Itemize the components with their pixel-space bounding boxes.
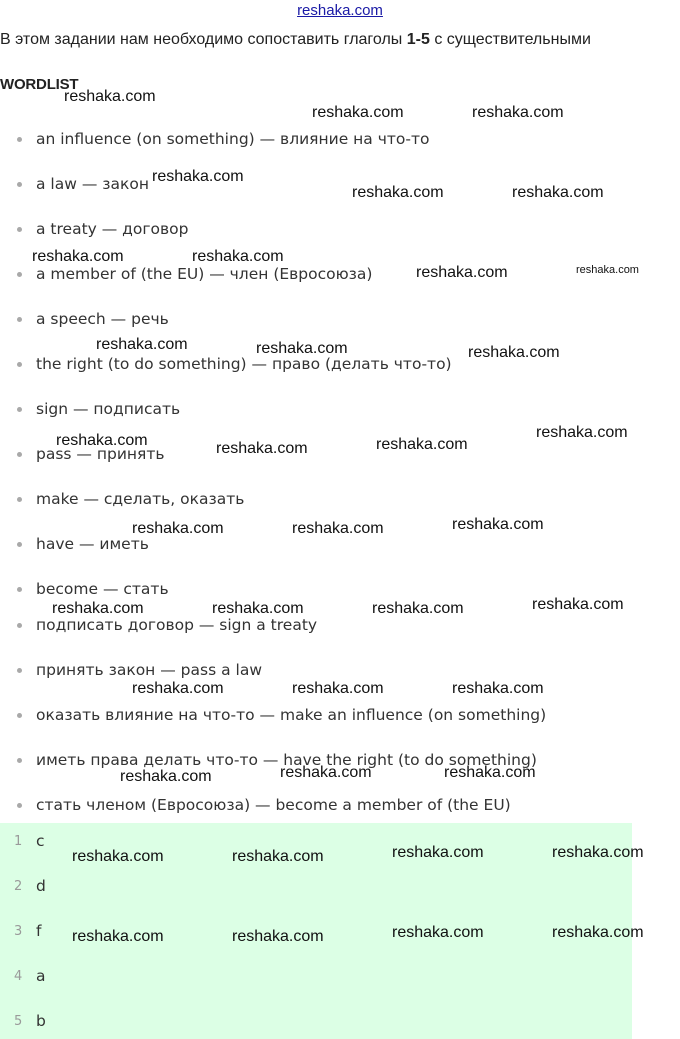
watermark: reshaka.com [292,520,384,537]
watermark: reshaka.com [452,516,544,533]
watermark: reshaka.com [256,340,348,357]
list-item [0,704,660,728]
watermark: reshaka.com [468,344,560,361]
answer-letter: d [36,877,46,895]
watermark: reshaka.com [576,264,639,276]
list-item [0,128,660,152]
watermark: reshaka.com [64,88,156,105]
bullet-icon [17,713,22,718]
watermark: reshaka.com [552,844,644,861]
list-item-text: a speech — речь [36,310,169,328]
bullet-icon [17,362,22,367]
intro-text-end: с существительными [429,31,591,48]
watermark: reshaka.com [280,764,372,781]
answer-letter: a [36,967,46,985]
answer-number: 2 [14,879,23,894]
watermark: reshaka.com [392,844,484,861]
bullet-icon [17,587,22,592]
watermark: reshaka.com [232,928,324,945]
answer-letter: b [36,1012,46,1030]
bullet-icon [17,542,22,547]
list-item-text: have — иметь [36,535,149,553]
list-item-text: стать членом (Евросоюза) — become a member of (the EU) [36,796,511,814]
answer-row [0,965,632,989]
bullet-icon [17,623,22,628]
watermark: reshaka.com [216,440,308,457]
watermark: reshaka.com [312,104,404,121]
watermark: reshaka.com [232,848,324,865]
watermark: reshaka.com [72,928,164,945]
list-item-text: иметь права делать что-то — have the right (to do something) [36,751,537,769]
bullet-icon [17,452,22,457]
watermark: reshaka.com [32,248,124,265]
intro-numbers: 1-5 [406,31,430,48]
list-item-text: a law — закон [36,175,149,193]
watermark: reshaka.com [372,600,464,617]
list-item-text: оказать влияние на что-то — make an influence (on something) [36,706,547,724]
bullet-icon [17,272,22,277]
list-item-text: pass — принять [36,445,165,463]
watermark: reshaka.com [452,680,544,697]
watermark: reshaka.com [152,168,244,185]
watermark: reshaka.com [444,764,536,781]
answer-letter: c [36,832,45,850]
bullet-icon [17,497,22,502]
bullet-icon [17,227,22,232]
list-item-text: подписать договор — sign a treaty [36,616,318,634]
list-item-text: become — стать [36,580,169,598]
list-item [0,794,660,818]
list-item [0,308,660,332]
answer-row [0,875,632,899]
watermark: reshaka.com [472,104,564,121]
list-item-text: an influence (on something) — влияние на что-то [36,130,430,148]
answer-letter: f [36,922,42,940]
bullet-icon [17,758,22,763]
watermark: reshaka.com [512,184,604,201]
list-item [0,488,660,512]
list-item-text: a member of (the EU) — член (Евросоюза) [36,265,373,283]
intro-text-start: В этом задании нам необходимо сопоставить глаголы [0,31,407,48]
bullet-icon [17,668,22,673]
watermark: reshaka.com [552,924,644,941]
list-item [0,218,660,242]
bullet-icon [17,137,22,142]
watermark: reshaka.com [52,600,144,617]
watermark: reshaka.com [56,432,148,449]
list-item [0,263,660,287]
watermark: reshaka.com [192,248,284,265]
wordlist-heading: WORDLIST [0,76,79,93]
bullet-icon [17,182,22,187]
watermark: reshaka.com [212,600,304,617]
list-item-text: принять закон — pass a law [36,661,262,679]
bullet-icon [17,803,22,808]
bullet-icon [17,317,22,322]
task-intro [0,31,680,49]
watermark: reshaka.com [96,336,188,353]
watermark: reshaka.com [292,680,384,697]
answer-number: 1 [14,834,23,849]
answer-row [0,1010,632,1034]
site-link[interactable]: reshaka.com [297,2,383,19]
watermark: reshaka.com [72,848,164,865]
answer-number: 3 [14,924,23,939]
watermark: reshaka.com [132,520,224,537]
list-item-text: a treaty — договор [36,220,189,238]
answer-number: 4 [14,969,23,984]
list-item [0,398,660,422]
watermark: reshaka.com [376,436,468,453]
bullet-icon [17,407,22,412]
list-item-text: make — сделать, оказать [36,490,245,508]
watermark: reshaka.com [120,768,212,785]
watermark: reshaka.com [132,680,224,697]
list-item-text: the right (to do something) — право (делать что-то) [36,355,452,373]
watermark: reshaka.com [536,424,628,441]
watermark: reshaka.com [352,184,444,201]
list-item-text: sign — подписать [36,400,181,418]
watermark: reshaka.com [532,596,624,613]
answer-number: 5 [14,1014,23,1029]
watermark: reshaka.com [416,264,508,281]
watermark: reshaka.com [392,924,484,941]
